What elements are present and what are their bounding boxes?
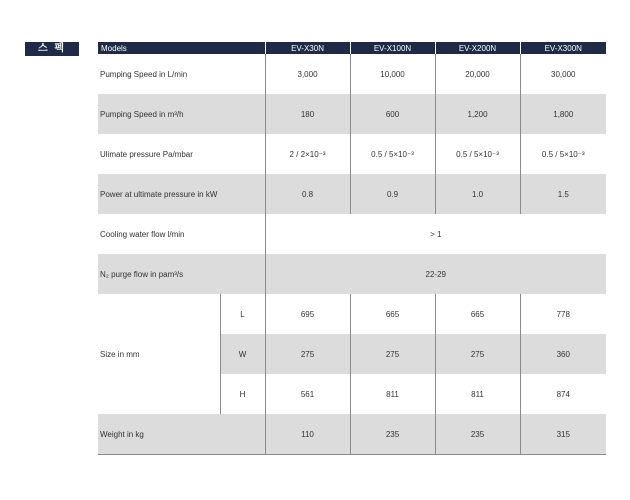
cell: 275 bbox=[435, 334, 520, 374]
cell: 3,000 bbox=[265, 54, 350, 94]
cell: 315 bbox=[520, 414, 606, 455]
row-size-l bbox=[98, 294, 606, 334]
row-label: Size in mm bbox=[98, 294, 220, 414]
row-label: N₂ purge flow in pam³/s bbox=[98, 254, 265, 294]
cell: 665 bbox=[350, 294, 435, 334]
cell: 110 bbox=[265, 414, 350, 455]
cell: 0.5 / 5×10⁻³ bbox=[350, 134, 435, 174]
cell: 874 bbox=[556, 389, 570, 399]
size-axis: L bbox=[220, 294, 265, 334]
row-label: Pumping Speed in m³/h bbox=[98, 94, 265, 134]
section-title: 스 펙 bbox=[25, 42, 79, 56]
cell: 665 bbox=[435, 294, 520, 334]
header-model-2: EV-X100N bbox=[350, 42, 435, 54]
cell: 0.5 / 5×10⁻³ bbox=[435, 134, 520, 174]
row-pumping-m3h bbox=[98, 94, 606, 134]
header-row bbox=[98, 42, 606, 54]
cell: 778 bbox=[556, 309, 570, 319]
row-pumping-lmin bbox=[98, 54, 606, 94]
cell-merged: 22-29 bbox=[265, 254, 606, 294]
row-label: Weight in kg bbox=[98, 414, 265, 455]
cell: 0.9 bbox=[350, 174, 435, 214]
cell: 600 bbox=[350, 94, 435, 134]
header-model-4: EV-X300N bbox=[520, 42, 606, 54]
header-models: Models bbox=[98, 42, 265, 54]
cell: 811 bbox=[350, 374, 435, 414]
header-model-1: EV-X30N bbox=[265, 42, 350, 54]
cell: 275 bbox=[265, 334, 350, 374]
cell: 1,200 bbox=[435, 94, 520, 134]
row-purge-flow bbox=[98, 254, 606, 294]
header-model-3: EV-X200N bbox=[435, 42, 520, 54]
cell-merged: > 1 bbox=[430, 229, 442, 239]
size-axis: H bbox=[220, 374, 265, 414]
cell: 1.5 bbox=[520, 174, 606, 214]
cell: 275 bbox=[350, 334, 435, 374]
row-power bbox=[98, 174, 606, 214]
cell: 180 bbox=[265, 94, 350, 134]
cell: 695 bbox=[265, 294, 350, 334]
cell: 20,000 bbox=[435, 54, 520, 94]
cell: 1,800 bbox=[520, 94, 606, 134]
row-label: Cooling water flow l/min bbox=[98, 214, 265, 254]
row-weight bbox=[98, 414, 606, 455]
cell: 360 bbox=[520, 334, 606, 374]
cell: 235 bbox=[435, 414, 520, 455]
cell: 30,000 bbox=[551, 69, 576, 79]
cell: 1.0 bbox=[435, 174, 520, 214]
size-axis: W bbox=[220, 334, 265, 374]
cell: 0.8 bbox=[265, 174, 350, 214]
row-cooling-water bbox=[98, 214, 606, 254]
row-label: Power at ultimate pressure in kW bbox=[98, 174, 265, 214]
row-ultimate-pressure bbox=[98, 134, 606, 174]
row-label: Ulimate pressure Pa/mbar bbox=[98, 134, 265, 174]
cell: 10,000 bbox=[350, 54, 435, 94]
cell: 561 bbox=[265, 374, 350, 414]
cell: 811 bbox=[435, 374, 520, 414]
spec-table bbox=[98, 42, 606, 455]
cell: 2 / 2×10⁻³ bbox=[265, 134, 350, 174]
cell: 0.5 / 5×10⁻³ bbox=[541, 149, 585, 159]
row-label: Pumping Speed in L/min bbox=[98, 54, 265, 94]
cell: 235 bbox=[350, 414, 435, 455]
